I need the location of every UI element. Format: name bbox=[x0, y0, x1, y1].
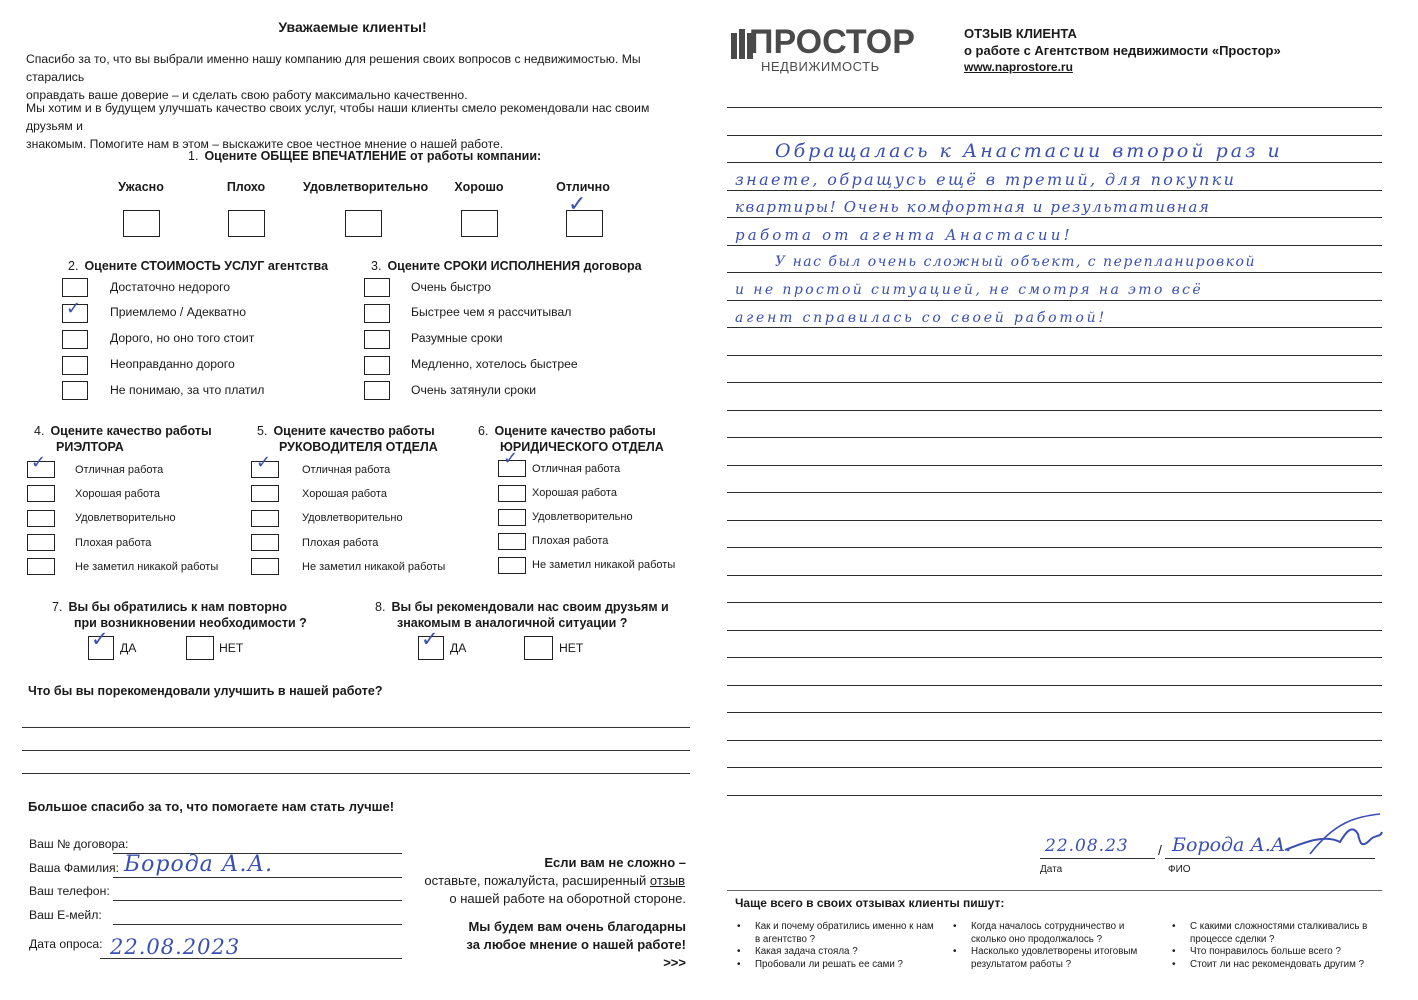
q6-check-mark: ✓ bbox=[503, 448, 519, 469]
q8-heading: 8. Вы бы рекомендовали нас своим друзьям и знакомым в аналогичной ситуации ? bbox=[375, 600, 669, 630]
q8-label-no: НЕТ bbox=[559, 641, 584, 655]
ruled-line bbox=[727, 162, 1382, 163]
ruled-line bbox=[727, 712, 1382, 713]
q5-heading: 5. Оцените качество работы РУКОВОДИТЕЛЯ ОТДЕЛА bbox=[257, 424, 438, 454]
q7-label-yes: ДА bbox=[120, 641, 137, 655]
review-line-6: и не простой ситуацией, не смотря на это всё bbox=[735, 282, 1204, 298]
q5-option-1: Отличная работа bbox=[302, 464, 391, 476]
q7-heading: 7. Вы бы обратились к нам повторно при возникновении необходимости ? bbox=[52, 600, 307, 630]
q3-option-3: Разумные сроки bbox=[411, 331, 503, 345]
fio-caption: ФИО bbox=[1168, 864, 1191, 875]
ruled-line bbox=[727, 657, 1382, 658]
hint-item: • С какими сложностями сталкивались в процессе сделки ? bbox=[1172, 921, 1372, 946]
date-label: Дата опроса: bbox=[29, 937, 103, 951]
q1-label-excellent: Отлично bbox=[556, 180, 610, 194]
signature-date: 22.08.23 bbox=[1045, 836, 1129, 856]
review-line-1: Обращалась к Анастасии второй раз и bbox=[775, 140, 1283, 162]
ruled-line bbox=[727, 492, 1382, 493]
hint-item: • Стоит ли нас рекомендовать другим ? bbox=[1172, 959, 1372, 972]
hint-item: • Когда началось сотрудничество и сколько оно продолжалось ? bbox=[953, 921, 1158, 946]
ruled-line bbox=[727, 382, 1382, 383]
q3-heading: 3. Оцените СРОКИ ИСПОЛНЕНИЯ договора bbox=[371, 259, 642, 273]
q4-option-1: Отличная работа bbox=[75, 464, 164, 476]
q5-option-3: Удовлетворительно bbox=[302, 512, 403, 524]
q4-option-2: Хорошая работа bbox=[75, 488, 160, 500]
q2-option-2: Приемлемо / Адекватно bbox=[110, 305, 246, 319]
q6-heading: 6. Оцените качество работы ЮРИДИЧЕСКОГО ОТДЕЛА bbox=[478, 424, 664, 454]
ruled-line bbox=[727, 437, 1382, 438]
q2-option-3: Дорого, но оно того стоит bbox=[110, 331, 255, 345]
ruled-line bbox=[727, 300, 1382, 301]
thanks-heading: Большое спасибо за то, что помогаете нам стать лучше! bbox=[28, 799, 395, 814]
q6-option-5: Не заметил никакой работы bbox=[532, 559, 676, 571]
signature-icon bbox=[1280, 812, 1385, 862]
q5-option-2: Хорошая работа bbox=[302, 488, 387, 500]
q3-option-1: Очень быстро bbox=[411, 280, 492, 294]
hint-item: • Что понравилось больше всего ? bbox=[1172, 946, 1372, 959]
ruled-line bbox=[727, 217, 1382, 218]
ruled-line bbox=[727, 767, 1382, 768]
hint-divider bbox=[727, 890, 1382, 891]
fio-line[interactable] bbox=[1165, 858, 1375, 859]
ruled-line bbox=[727, 272, 1382, 273]
prostor-logo bbox=[731, 23, 915, 75]
agency-url[interactable]: www.naprostore.ru bbox=[964, 60, 1073, 74]
q1-label-good: Хорошо bbox=[454, 180, 504, 194]
phone-label: Ваш телефон: bbox=[29, 884, 110, 898]
side-note: Если вам не сложно – оставьте, пожалуйста, расширенный отзыв о нашей работе на оборотной стороне. Мы будем вам очень благодарны за любое мнение о нашей работе! >>> bbox=[424, 855, 686, 970]
hint-title: Чаще всего в своих отзывах клиенты пишут: bbox=[735, 896, 1005, 910]
q4-check-mark: ✓ bbox=[31, 452, 47, 473]
q8-check-mark: ✓ bbox=[421, 627, 439, 651]
q4-option-4: Плохая работа bbox=[75, 537, 152, 549]
q4-option-5: Не заметил никакой работы bbox=[75, 561, 219, 573]
intro-paragraph-1: Спасибо за то, что вы выбрали именно нашу компанию для решения своих вопросов с недвижимостью. Мы старались оправдать ваше доверие – и сделать свою работу максимально качественно. bbox=[26, 52, 641, 102]
improve-question: Что бы вы порекомендовали улучшить в нашей работе? bbox=[28, 684, 383, 698]
review-line-3: квартиры! Очень комфортная и результативная bbox=[735, 198, 1211, 216]
hint-item: • Пробовали ли решать ее сами ? bbox=[737, 959, 937, 972]
q2-heading: 2. Оцените СТОИМОСТЬ УСЛУГ агентства bbox=[68, 259, 329, 273]
q7-label-no: НЕТ bbox=[219, 641, 244, 655]
surname-label: Ваша Фамилия: bbox=[29, 861, 119, 875]
q2-option-1: Достаточно недорого bbox=[110, 280, 231, 294]
intro-paragraph-2: Мы хотим и в будущем улучшать качество своих услуг, чтобы наши клиенты смело рекомендовали нас своим друзьям и знакомым. Помогите нам в этом – выскажите свое честное мнение о нашей работе. bbox=[26, 101, 650, 151]
q5-option-5: Не заметил никакой работы bbox=[302, 561, 446, 573]
q6-option-3: Удовлетворительно bbox=[532, 511, 633, 523]
page-title: Уважаемые клиенты! bbox=[278, 19, 427, 35]
date-caption: Дата bbox=[1040, 864, 1063, 875]
ruled-line bbox=[727, 575, 1382, 576]
review-line-7: агент справилась со своей работой! bbox=[735, 310, 1107, 326]
ruled-line bbox=[727, 520, 1382, 521]
q4-heading: 4. Оцените качество работы РИЭЛТОРА bbox=[34, 424, 212, 454]
q6-option-1: Отличная работа bbox=[532, 463, 621, 475]
review-subtitle: о работе с Агентством недвижимости «Простор» bbox=[964, 43, 1281, 58]
q3-option-2: Быстрее чем я рассчитывал bbox=[411, 305, 572, 319]
ruled-line bbox=[727, 410, 1382, 411]
ruled-line bbox=[727, 547, 1382, 548]
ruled-line bbox=[727, 685, 1382, 686]
q1-label-terrible: Ужасно bbox=[118, 180, 164, 194]
q1-check-mark: ✓ bbox=[568, 192, 587, 217]
hints-column-1 bbox=[737, 921, 937, 971]
surname-handwritten: Борода А.А. bbox=[124, 852, 274, 877]
ruled-line bbox=[727, 107, 1382, 108]
q5-option-4: Плохая работа bbox=[302, 537, 379, 549]
q8-label-yes: ДА bbox=[450, 641, 467, 655]
review-line-4: работа от агента Анастасии! bbox=[735, 226, 1073, 244]
q3-option-5: Очень затянули сроки bbox=[411, 383, 537, 397]
q2-check-mark: ✓ bbox=[66, 298, 82, 319]
q1-label-bad: Плохо bbox=[226, 180, 266, 194]
hint-item: • Как и почему обратились именно к нам в агентство ? bbox=[737, 921, 937, 946]
ruled-line bbox=[727, 190, 1382, 191]
ruled-line bbox=[727, 245, 1382, 246]
hints-column-2 bbox=[953, 921, 1158, 971]
review-header bbox=[964, 25, 1281, 76]
signature-name: Борода А.А. bbox=[1172, 834, 1292, 856]
q1-label-satisfactory: Удовлетворительно bbox=[303, 180, 429, 194]
ruled-line bbox=[727, 355, 1382, 356]
review-line-5: У нас был очень сложный объект, с перепланировкой bbox=[775, 254, 1256, 270]
q2-option-5: Не понимаю, за что платил bbox=[110, 383, 265, 397]
q7-check-mark: ✓ bbox=[91, 627, 109, 651]
review-line-2: знаете, обращусь ещё в третий, для покупки bbox=[735, 170, 1237, 189]
ruled-line bbox=[727, 465, 1382, 466]
q2-option-4: Неоправданно дорого bbox=[110, 357, 235, 371]
hints-column-3 bbox=[1172, 921, 1372, 971]
q4-option-3: Удовлетворительно bbox=[75, 512, 176, 524]
email-label: Ваш Е-мейл: bbox=[29, 908, 102, 922]
q6-option-2: Хорошая работа bbox=[532, 487, 617, 499]
ruled-line bbox=[727, 630, 1382, 631]
logo-subtext: НЕДВИЖИМОСТЬ bbox=[761, 59, 880, 74]
q6-option-4: Плохая работа bbox=[532, 535, 609, 547]
hint-item: • Какая задача стояла ? bbox=[737, 946, 937, 959]
ruled-line bbox=[727, 135, 1382, 136]
separator-slash: / bbox=[1158, 842, 1162, 858]
q1-heading: 1. Оцените ОБЩЕЕ ВПЕЧАТЛЕНИЕ от работы компании: bbox=[188, 149, 542, 163]
ruled-line bbox=[727, 327, 1382, 328]
ruled-line bbox=[727, 740, 1382, 741]
ruled-line bbox=[727, 602, 1382, 603]
contract-label: Ваш № договора: bbox=[29, 837, 129, 851]
q3-option-4: Медленно, хотелось быстрее bbox=[411, 357, 578, 371]
date-line[interactable] bbox=[1040, 858, 1155, 859]
logo-text: ПРОСТОР bbox=[749, 23, 915, 61]
ruled-line bbox=[727, 795, 1382, 796]
hint-item: • Насколько удовлетворены итоговым результатом работы ? bbox=[953, 946, 1158, 971]
review-title: ОТЗЫВ КЛИЕНТА bbox=[964, 26, 1077, 41]
q5-check-mark: ✓ bbox=[256, 452, 272, 473]
date-handwritten: 22.08.2023 bbox=[110, 935, 241, 959]
